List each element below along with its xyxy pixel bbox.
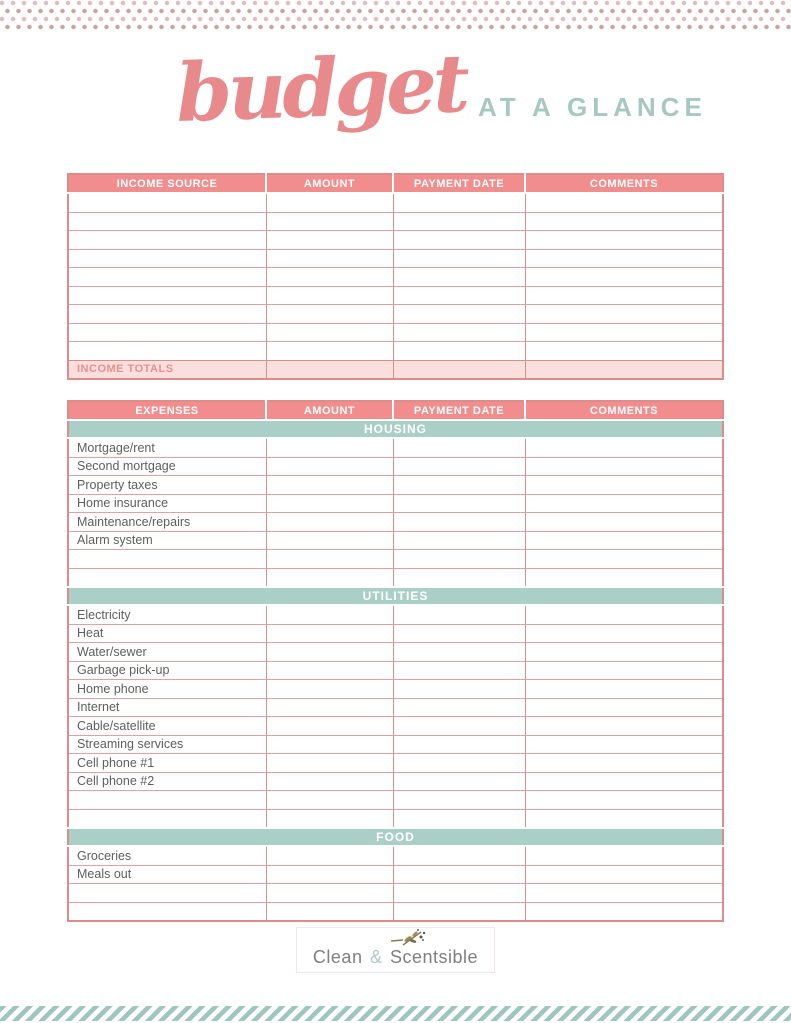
empty-cell <box>393 884 525 903</box>
empty-cell <box>68 884 266 903</box>
section-banner: HOUSING <box>68 420 723 438</box>
empty-cell <box>266 268 393 287</box>
section-banner-row <box>68 828 723 846</box>
title-budget-script: budget <box>174 35 468 141</box>
empty-cell <box>266 305 393 324</box>
expense-label-cell: Streaming services <box>68 735 266 754</box>
empty-cell <box>68 809 266 828</box>
empty-cell <box>393 772 525 791</box>
table-row <box>68 568 723 587</box>
brand-name <box>313 947 478 968</box>
expense-label-cell: Property taxes <box>68 476 266 495</box>
table-row <box>68 550 723 569</box>
column-header: PAYMENT DATE <box>393 174 525 193</box>
empty-cell <box>393 568 525 587</box>
empty-cell <box>266 494 393 513</box>
section-banner: UTILITIES <box>68 587 723 605</box>
empty-cell <box>525 605 723 624</box>
empty-cell <box>525 438 723 457</box>
empty-cell <box>266 884 393 903</box>
empty-cell <box>393 268 525 287</box>
empty-cell <box>393 531 525 550</box>
empty-cell <box>266 791 393 810</box>
table-row <box>68 438 723 457</box>
column-header: INCOME SOURCE <box>68 174 266 193</box>
empty-cell <box>266 531 393 550</box>
empty-cell <box>266 513 393 532</box>
empty-cell <box>525 809 723 828</box>
empty-cell <box>68 231 266 250</box>
empty-cell <box>525 568 723 587</box>
empty-cell <box>266 605 393 624</box>
empty-cell <box>266 717 393 736</box>
income-totals-label: INCOME TOTALS <box>68 360 266 379</box>
expense-label-cell: Cable/satellite <box>68 717 266 736</box>
table-row <box>68 809 723 828</box>
empty-cell <box>525 342 723 361</box>
expense-label-cell: Cell phone #2 <box>68 772 266 791</box>
expense-label-cell: Home insurance <box>68 494 266 513</box>
empty-cell <box>393 360 525 379</box>
empty-cell <box>525 231 723 250</box>
header-row <box>68 401 723 420</box>
empty-cell <box>525 717 723 736</box>
empty-cell <box>266 698 393 717</box>
table-row <box>68 865 723 884</box>
expenses-table-body <box>68 420 723 921</box>
empty-cell <box>525 643 723 662</box>
table-row <box>68 680 723 699</box>
expense-label-cell: Home phone <box>68 680 266 699</box>
empty-cell <box>525 680 723 699</box>
empty-cell <box>525 286 723 305</box>
title-at-a-glance: AT A GLANCE <box>478 92 707 122</box>
table-row <box>68 717 723 736</box>
empty-cell <box>266 643 393 662</box>
income-table <box>67 173 724 380</box>
table-row <box>68 193 723 212</box>
empty-cell <box>266 624 393 643</box>
income-table-body <box>68 193 723 379</box>
empty-cell <box>266 661 393 680</box>
polka-dot-border <box>0 0 791 30</box>
empty-cell <box>266 286 393 305</box>
empty-cell <box>68 286 266 305</box>
table-row <box>68 772 723 791</box>
table-row <box>68 754 723 773</box>
empty-cell <box>525 902 723 921</box>
empty-cell <box>266 735 393 754</box>
empty-cell <box>266 865 393 884</box>
table-row <box>68 698 723 717</box>
table-row <box>68 624 723 643</box>
empty-cell <box>68 193 266 212</box>
table-row <box>68 735 723 754</box>
column-header: COMMENTS <box>525 174 723 193</box>
table-row <box>68 791 723 810</box>
empty-cell <box>68 791 266 810</box>
empty-cell <box>68 212 266 231</box>
empty-cell <box>525 772 723 791</box>
expense-label-cell: Meals out <box>68 865 266 884</box>
empty-cell <box>393 231 525 250</box>
empty-cell <box>525 476 723 495</box>
section-banner-row <box>68 587 723 605</box>
table-row <box>68 902 723 921</box>
empty-cell <box>68 550 266 569</box>
empty-cell <box>525 513 723 532</box>
column-header: COMMENTS <box>525 401 723 420</box>
empty-cell <box>393 457 525 476</box>
empty-cell <box>393 643 525 662</box>
expenses-table <box>67 400 724 922</box>
section-banner-row <box>68 420 723 438</box>
empty-cell <box>68 342 266 361</box>
empty-cell <box>525 323 723 342</box>
empty-cell <box>266 680 393 699</box>
empty-cell <box>393 791 525 810</box>
expense-label-cell: Alarm system <box>68 531 266 550</box>
income-table-header <box>68 174 723 193</box>
expense-label-cell: Water/sewer <box>68 643 266 662</box>
empty-cell <box>525 550 723 569</box>
empty-cell <box>525 531 723 550</box>
empty-cell <box>68 568 266 587</box>
table-row <box>68 643 723 662</box>
section-banner: FOOD <box>68 828 723 846</box>
empty-cell <box>393 193 525 212</box>
brand-scentsible: Scentsible <box>390 947 479 967</box>
empty-cell <box>525 698 723 717</box>
table-row <box>68 323 723 342</box>
empty-cell <box>525 249 723 268</box>
income-totals-row <box>68 360 723 379</box>
botanical-sprig-icon <box>390 928 428 950</box>
column-header: AMOUNT <box>266 174 393 193</box>
empty-cell <box>525 268 723 287</box>
empty-cell <box>68 902 266 921</box>
table-row <box>68 286 723 305</box>
empty-cell <box>266 772 393 791</box>
empty-cell <box>266 754 393 773</box>
empty-cell <box>68 268 266 287</box>
table-row <box>68 476 723 495</box>
table-row <box>68 494 723 513</box>
empty-cell <box>266 550 393 569</box>
empty-cell <box>393 754 525 773</box>
brand-ampersand: & <box>369 947 383 967</box>
brand-footer <box>0 927 791 973</box>
empty-cell <box>393 865 525 884</box>
table-row <box>68 249 723 268</box>
empty-cell <box>266 323 393 342</box>
empty-cell <box>393 212 525 231</box>
table-row <box>68 846 723 865</box>
empty-cell <box>266 249 393 268</box>
empty-cell <box>393 624 525 643</box>
empty-cell <box>266 809 393 828</box>
empty-cell <box>525 305 723 324</box>
empty-cell <box>393 680 525 699</box>
table-row <box>68 605 723 624</box>
diagonal-stripe-border <box>0 1006 791 1021</box>
empty-cell <box>525 624 723 643</box>
empty-cell <box>266 457 393 476</box>
empty-cell <box>266 438 393 457</box>
expenses-table-header <box>68 401 723 420</box>
empty-cell <box>393 605 525 624</box>
expense-label-cell: Internet <box>68 698 266 717</box>
empty-cell <box>266 476 393 495</box>
empty-cell <box>393 286 525 305</box>
empty-cell <box>393 342 525 361</box>
empty-cell <box>266 846 393 865</box>
table-row <box>68 513 723 532</box>
empty-cell <box>393 550 525 569</box>
empty-cell <box>266 902 393 921</box>
empty-cell <box>525 212 723 231</box>
empty-cell <box>393 249 525 268</box>
empty-cell <box>68 305 266 324</box>
empty-cell <box>393 438 525 457</box>
empty-cell <box>525 754 723 773</box>
table-row <box>68 305 723 324</box>
empty-cell <box>393 846 525 865</box>
empty-cell <box>393 717 525 736</box>
empty-cell <box>525 457 723 476</box>
column-header: PAYMENT DATE <box>393 401 525 420</box>
empty-cell <box>525 846 723 865</box>
column-header: AMOUNT <box>266 401 393 420</box>
table-row <box>68 531 723 550</box>
empty-cell <box>393 494 525 513</box>
empty-cell <box>525 494 723 513</box>
expense-label-cell: Heat <box>68 624 266 643</box>
empty-cell <box>393 513 525 532</box>
expense-label-cell: Mortgage/rent <box>68 438 266 457</box>
empty-cell <box>393 735 525 754</box>
empty-cell <box>68 323 266 342</box>
column-header: EXPENSES <box>68 401 266 420</box>
table-row <box>68 884 723 903</box>
table-row <box>68 342 723 361</box>
empty-cell <box>393 661 525 680</box>
expense-label-cell: Electricity <box>68 605 266 624</box>
empty-cell <box>393 902 525 921</box>
empty-cell <box>393 809 525 828</box>
empty-cell <box>266 568 393 587</box>
expense-label-cell: Groceries <box>68 846 266 865</box>
empty-cell <box>525 865 723 884</box>
empty-cell <box>68 249 266 268</box>
empty-cell <box>525 735 723 754</box>
empty-cell <box>266 193 393 212</box>
brand-logo <box>296 927 495 973</box>
expense-label-cell: Garbage pick-up <box>68 661 266 680</box>
empty-cell <box>525 360 723 379</box>
expense-label-cell: Second mortgage <box>68 457 266 476</box>
expense-label-cell: Cell phone #1 <box>68 754 266 773</box>
header-row <box>68 174 723 193</box>
expense-label-cell: Maintenance/repairs <box>68 513 266 532</box>
empty-cell <box>525 193 723 212</box>
brand-clean: Clean <box>312 947 363 967</box>
empty-cell <box>266 342 393 361</box>
empty-cell <box>266 212 393 231</box>
empty-cell <box>393 476 525 495</box>
empty-cell <box>393 323 525 342</box>
table-row <box>68 268 723 287</box>
empty-cell <box>525 661 723 680</box>
empty-cell <box>266 360 393 379</box>
empty-cell <box>393 305 525 324</box>
table-row <box>68 457 723 476</box>
empty-cell <box>393 698 525 717</box>
page-title <box>46 35 791 142</box>
table-row <box>68 661 723 680</box>
empty-cell <box>266 231 393 250</box>
empty-cell <box>525 791 723 810</box>
table-row <box>68 231 723 250</box>
table-row <box>68 212 723 231</box>
empty-cell <box>525 884 723 903</box>
